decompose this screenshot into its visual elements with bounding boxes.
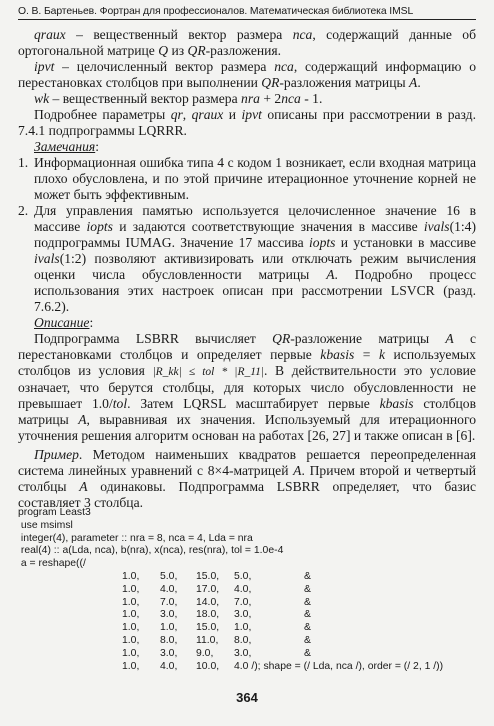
condition-formula: |R_kk| ≤ tol * |R_11|	[152, 366, 265, 378]
param-wk: wk – вещественный вектор размера nra + 2nca - 1.	[34, 91, 323, 106]
matrix-cell: &	[304, 622, 311, 634]
matrix-cell: 4.0,	[160, 660, 178, 672]
matrix-cell: 5.0,	[160, 570, 178, 582]
description-text: Подпрограмма LSBRR вычисляет QR-разложение матрицы A с перестановками столбцов и определяет первые kbasis = k используемых столбцов из условия |R_kk| ≤ tol * |R_11|. В действительности это условие означает, что берутся столбцы, для которых число обусловленности не превышает 1.0/tol. Затем LQRSL масштабирует первые kbasis столбцов матрицы A, выравнивая их значения. Используемый для итерационного уточнения решения алгоритм основан на работах [26, 27] и также описан в [6].	[18, 331, 477, 443]
matrix-row	[18, 571, 488, 584]
code-listing	[18, 507, 488, 673]
matrix-row	[18, 648, 488, 661]
matrix-cell: 15.0,	[196, 570, 220, 582]
matrix-cell: 7.0,	[160, 596, 178, 608]
matrix-cell: 3.0,	[160, 609, 178, 621]
matrix-cell: 14.0,	[196, 596, 220, 608]
param-ipvt: ipvt – целочисленный вектор размера nca, содержащий информацию о перестановках столбцов при выполнении QR-разложения матрицы A.	[18, 59, 476, 90]
matrix-row	[18, 661, 488, 674]
code-line: integer(4), parameter :: nra = 8, nca = 4, Lda = nra	[18, 532, 253, 544]
matrix-cell: 1.0,	[122, 634, 140, 646]
example-text: Пример. Методом наименьших квадратов решается переопределенная система линейных уравнений с 8×4-матрицей A. Причем второй и четвертый столбцы A одинаковы. Подпрограмма LSBRR определяет, что базис составляет 3 столбца.	[18, 447, 476, 510]
code-line: program Least3	[18, 507, 91, 518]
description-heading: Описание:	[34, 315, 94, 330]
matrix-cell: 1.0,	[122, 609, 140, 621]
matrix-cell: 1.0,	[122, 596, 140, 608]
params-reference: Подробнее параметры qr, qraux и ipvt описаны при рассмотрении в разд. 7.4.1 подпрограммы LQRRR.	[18, 107, 476, 138]
matrix-cell: 3.0,	[234, 609, 252, 621]
matrix-row	[18, 609, 488, 622]
matrix-cell: 8.0,	[234, 634, 252, 646]
code-line: a = reshape((/	[18, 558, 86, 570]
matrix-cell: 10.0,	[196, 660, 220, 672]
note-item-2: 2. Для управления памятью используется целочисленное значение 16 в массиве iopts и задаются соответствующие значения в массиве ivals(1:4) подпрограммы IUMAG. Значение 17 массива iopts и установки в массиве ivals(1:2) позволяют активизировать или отключать режим вычисления оценки числа обусловленности матрицы A. Подробно процесс использования этих настроек описан при рассмотрении LSVCR (разд. 7.6.2).	[18, 203, 476, 314]
note-item-1: 1. Информационная ошибка типа 4 с кодом 1 возникает, если входная матрица плохо обусловлена, и по этой причине итерационное уточнение корней не может быть эффективным.	[18, 155, 476, 202]
matrix-cell: 9.0,	[196, 647, 214, 659]
matrix-cell: 7.0,	[234, 596, 252, 608]
term-ipvt: ipvt	[34, 59, 55, 74]
code-line: real(4) :: a(Lda, nca), b(nra), x(nca), res(nra), tol = 1.0e-4	[18, 545, 284, 557]
matrix-cell: &	[304, 634, 311, 646]
matrix-cell: 1.0,	[160, 622, 178, 634]
matrix-cell: &	[304, 647, 311, 659]
matrix-literal	[18, 571, 488, 673]
matrix-cell: 4.0,	[234, 583, 252, 595]
param-qraux: qraux – вещественный вектор размера nca, содержащий данные об ортогональной матрице Q из QR-разложения.	[18, 27, 476, 58]
matrix-cell: 15.0,	[196, 622, 220, 634]
header-author: О. В. Бартеньев.	[18, 6, 97, 17]
matrix-cell: 8.0,	[160, 634, 178, 646]
matrix-row	[18, 635, 488, 648]
matrix-cell: 3.0,	[234, 647, 252, 659]
term-wk: wk	[34, 91, 50, 106]
matrix-cell: 5.0,	[234, 570, 252, 582]
matrix-cell: 1.0,	[122, 583, 140, 595]
matrix-cell: &	[304, 570, 311, 582]
matrix-cell: &	[304, 596, 311, 608]
matrix-cell: 4.0 /); shape = (/ Lda, nca /), order = (/ 2, 1 /))	[234, 660, 444, 672]
running-header	[18, 6, 476, 20]
page-body	[18, 27, 476, 511]
matrix-cell: &	[304, 583, 311, 595]
notes-heading: Замечания:	[34, 139, 99, 154]
matrix-cell: &	[304, 609, 311, 621]
matrix-cell: 4.0,	[160, 583, 178, 595]
matrix-row	[18, 584, 488, 597]
code-line: use msimsl	[18, 519, 73, 531]
term-qraux: qraux	[34, 27, 66, 42]
matrix-cell: 1.0,	[122, 622, 140, 634]
header-title: Фортран для профессионалов. Математическая библиотека IMSL	[99, 6, 414, 17]
page-number: 364	[236, 690, 258, 705]
matrix-cell: 1.0,	[234, 622, 252, 634]
matrix-cell: 17.0,	[196, 583, 220, 595]
matrix-cell: 11.0,	[196, 634, 219, 646]
matrix-row	[18, 597, 488, 610]
matrix-cell: 1.0,	[122, 647, 140, 659]
matrix-cell: 18.0,	[196, 609, 220, 621]
matrix-cell: 3.0,	[160, 647, 178, 659]
matrix-row	[18, 622, 488, 635]
matrix-cell: 1.0,	[122, 570, 140, 582]
matrix-cell: 1.0,	[122, 660, 140, 672]
